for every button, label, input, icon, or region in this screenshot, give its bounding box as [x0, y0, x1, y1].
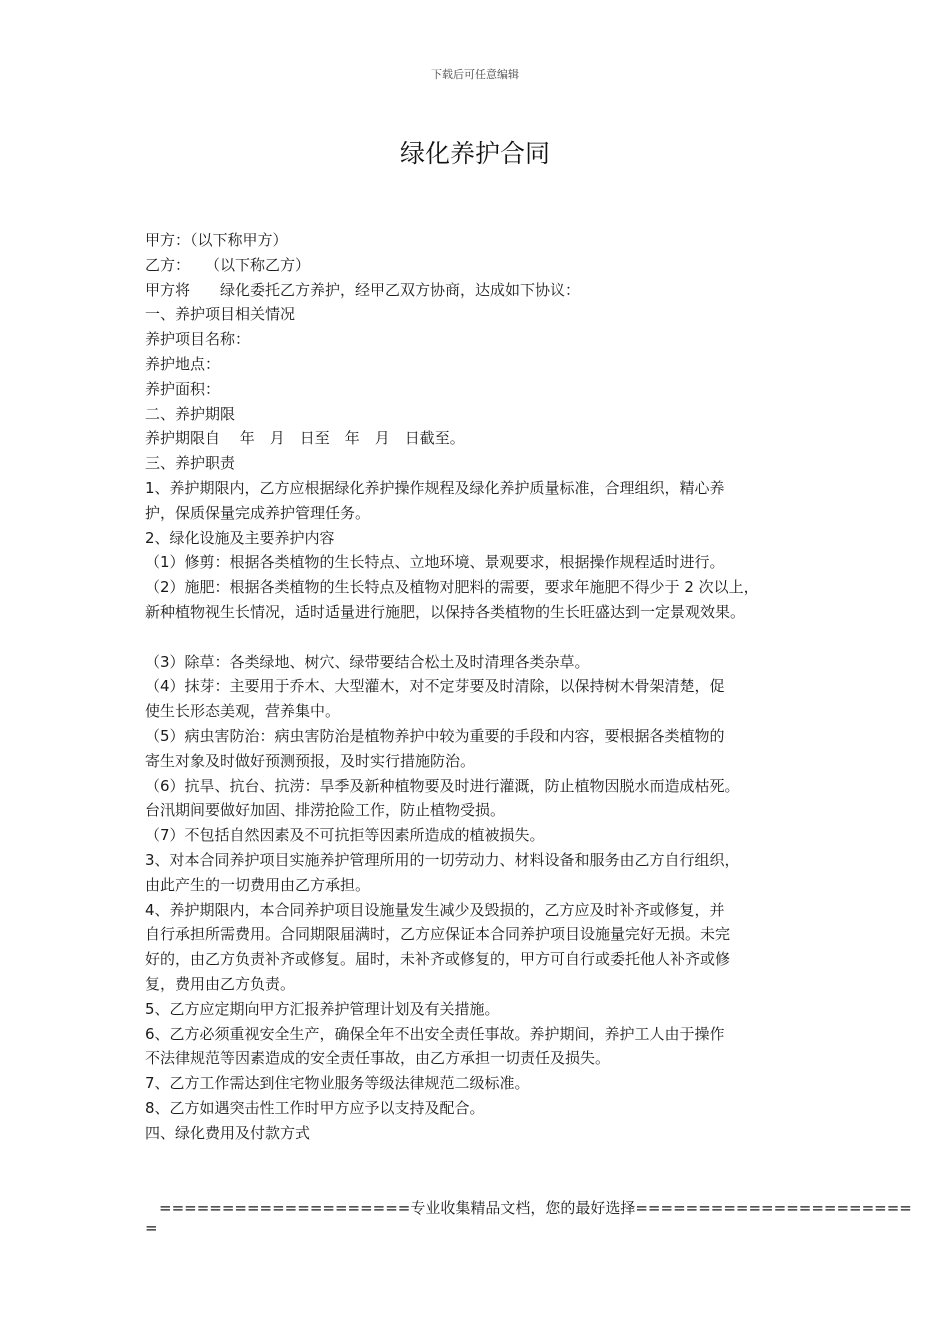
footer-banner: ====================专业收集精品文档，您的最好选择====================== [159, 1199, 912, 1217]
text-line: 养护项目名称： [145, 330, 251, 349]
footer-banner-continuation: = [145, 1219, 158, 1237]
text-line: 6、乙方必须重视安全生产，确保全年不出安全责任事故。养护期间，养护工人由于操作 [145, 1024, 725, 1043]
text-line: 四、绿化费用及付款方式 [145, 1123, 311, 1142]
text-line: 不法律规范等因素造成的安全责任事故，由乙方承担一切责任及损失。 [145, 1049, 611, 1068]
text-line: 甲方：（以下称甲方） [145, 231, 288, 249]
text-line: 3、对本合同养护项目实施养护管理所用的一切劳动力、材料设备和服务由乙方自行组织， [145, 850, 740, 869]
text-line: 寄生对象及时做好预测预报，及时实行措施防治。 [145, 751, 476, 770]
text-line: 养护期限自 年 月 日至 年 月 日截至。 [145, 429, 465, 448]
text-line: 5、乙方应定期向甲方汇报养护管理计划及有关措施。 [145, 999, 500, 1018]
document-title: 绿化养护合同 [399, 139, 550, 168]
text-line: 4、养护期限内，本合同养护项目设施量发生减少及毁损的，乙方应及时补齐或修复，并 [145, 900, 725, 919]
text-line: 自行承担所需费用。合同期限届满时，乙方应保证本合同养护项目设施量完好无损。未完 [145, 925, 731, 944]
text-line: （2）施肥：根据各类植物的生长特点及植物对肥料的需要，要求年施肥不得少于 2 次以上， [145, 578, 759, 597]
text-line: 1、养护期限内，乙方应根据绿化养护操作规程及绿化养护质量标准，合理组织，精心养 [145, 478, 725, 497]
text-line: （5）病虫害防治：病虫害防治是植物养护中较为重要的手段和内容，要根据各类植物的 [145, 726, 725, 745]
text-line: 新种植物视生长情况，适时适量进行施肥，以保持各类植物的生长旺盛达到一定景观效果。 [145, 602, 746, 621]
text-line: 2、绿化设施及主要养护内容 [145, 528, 335, 547]
text-line: 二、养护期限 [145, 404, 236, 423]
text-line: 由此产生的一切费用由乙方承担。 [145, 875, 371, 894]
text-line: （3）除草：各类绿地、树穴、绿带要结合松土及时清理各类杂草。 [145, 652, 590, 671]
text-line: 台汛期间要做好加固、排涝抢险工作，防止植物受损。 [145, 801, 506, 820]
text-line: 一、养护项目相关情况 [145, 305, 296, 324]
paragraph-gap [145, 625, 825, 650]
text-line: 好的，由乙方负责补齐或修复。届时，未补齐或修复的，甲方可自行或委托他人补齐或修 [145, 950, 731, 969]
text-line: 使生长形态美观，营养集中。 [145, 702, 341, 721]
page-footer [145, 1198, 912, 1238]
text-line: 养护地点： [145, 354, 221, 373]
header-note: 下载后可任意编辑 [431, 68, 519, 81]
text-line: 8、乙方如遇突击性工作时甲方应予以支持及配合。 [145, 1098, 485, 1117]
text-line: 甲方将 绿化委托乙方养护，经甲乙双方协商，达成如下协议： [145, 280, 581, 299]
text-line: 7、乙方工作需达到住宅物业服务等级法律规范二级标准。 [145, 1074, 530, 1093]
text-line: （7）不包括自然因素及不可抗拒等因素所造成的植被损失。 [145, 826, 545, 845]
text-line: （1）修剪：根据各类植物的生长特点、立地环境、景观要求，根据操作规程适时进行。 [145, 553, 725, 572]
text-line: 养护面积： [145, 379, 221, 398]
contract-body [145, 228, 825, 1145]
text-line: （4）抹芽：主要用于乔木、大型灌木，对不定芽要及时清除，以保持树木骨架清楚，促 [145, 677, 725, 696]
text-line: 三、养护职责 [145, 454, 236, 473]
text-line: 乙方： （以下称乙方） [145, 255, 311, 274]
text-line: 复，费用由乙方负责。 [145, 974, 296, 993]
text-line: 护，保质保量完成养护管理任务。 [145, 503, 371, 522]
text-line: （6）抗旱、抗台、抗涝：旱季及新种植物要及时进行灌溉，防止植物因脱水而造成枯死。 [145, 776, 740, 795]
